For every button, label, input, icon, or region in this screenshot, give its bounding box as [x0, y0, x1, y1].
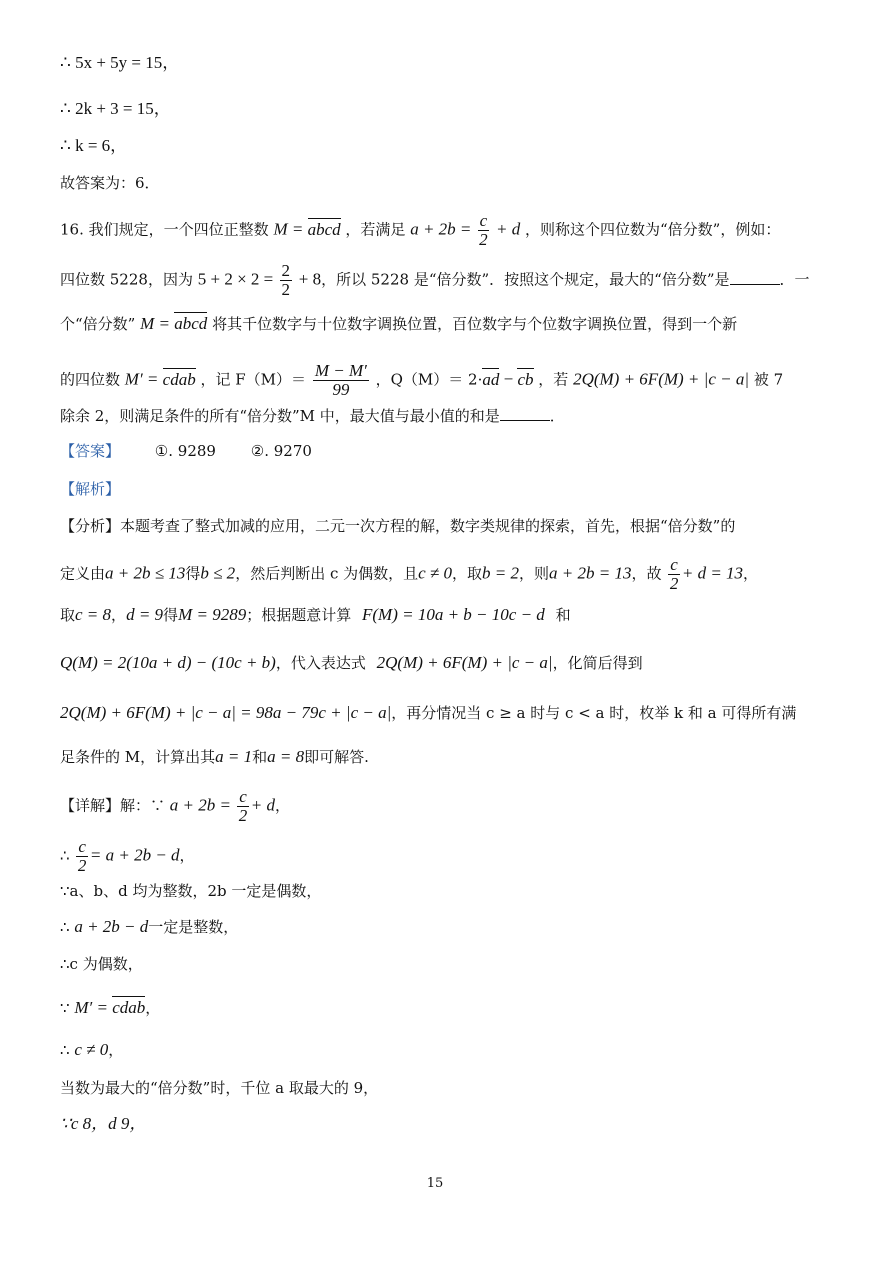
detail-line-6 — [60, 997, 830, 1019]
text: 和 — [252, 748, 268, 766]
text: 将其千位数字与十位数字调换位置，百位数字与个位数字调换位置，得到一个新 — [212, 315, 738, 333]
math: b = 2 — [482, 563, 520, 583]
text: ，若满足 — [345, 220, 406, 239]
text: ∵ — [60, 999, 70, 1017]
text: ，则称这个四位数为“倍分数”，例如： — [525, 220, 781, 239]
text: ， — [145, 999, 161, 1017]
text: ， — [108, 1041, 124, 1059]
math: + 8 — [298, 269, 322, 289]
math: b ≤ 2 — [200, 563, 236, 583]
fraction — [76, 838, 88, 875]
math: Q(M) = 2(10a + d) − (10c + b) — [60, 653, 276, 672]
math: c = 8 — [75, 605, 112, 624]
detail-line-5: ∴c 为偶数， — [60, 955, 143, 973]
analysis-line-4 — [60, 652, 830, 674]
text: 和 — [555, 606, 571, 624]
answer-2: ②. 9270 — [250, 442, 312, 460]
overlined-number: ad — [482, 369, 500, 389]
answer-1: ①. 9289 — [154, 442, 216, 460]
text: ， — [743, 564, 759, 583]
analysis-line-5 — [60, 702, 830, 724]
detail-line-2 — [60, 838, 830, 875]
equation-line: ∴ 2k + 3 = 15， — [60, 99, 171, 118]
question-16-line-2 — [60, 262, 830, 299]
text: ，再分情况当 c ≥ a 时与 c < a 时，枚举 k 和 a 可得所有满 — [391, 704, 797, 722]
text: ，然后判断出 c 为偶数，且 — [235, 564, 419, 583]
answer-tag: 【答案】 — [60, 442, 121, 460]
analysis-tag: 【解析】 — [60, 480, 121, 498]
fraction — [478, 212, 490, 249]
math: M = — [273, 219, 308, 239]
text: ∴ — [60, 846, 70, 865]
math: + d — [495, 219, 521, 239]
analysis-line-2 — [60, 556, 830, 593]
detail-line-4 — [60, 916, 830, 938]
math: a + 2b = 13 — [549, 563, 632, 583]
overlined-number: abcd — [174, 314, 208, 333]
numerator: c — [78, 837, 86, 856]
text: 足条件的 M，计算出其 — [60, 748, 216, 766]
text: ，取 — [452, 564, 483, 583]
text: 即可解答. — [304, 748, 369, 766]
numerator: M − M′ — [314, 361, 367, 380]
math: M = 9289 — [178, 605, 247, 624]
math: M = — [140, 314, 175, 333]
math: a = 1 — [215, 747, 253, 766]
detail-line-3: ∵a、b、d 均为整数，2b 一定是偶数， — [60, 882, 322, 900]
numerator: c — [479, 211, 488, 230]
detail-line-9: ∵c 8，d 9， — [60, 1114, 147, 1133]
detail-line-7 — [60, 1039, 830, 1061]
question-16-line-3 — [60, 313, 830, 335]
text: 定义由 — [60, 564, 106, 583]
fraction — [313, 362, 369, 399]
text: 的四位数 — [60, 370, 121, 389]
overlined-number: abcd — [307, 219, 341, 239]
math: 2Q(M) + 6F(M) + |c − a| — [376, 653, 553, 672]
text: ． — [549, 407, 565, 425]
analysis-line-1: 【分析】本题考查了整式加减的应用，二元一次方程的解，数字类规律的探索，首先，根据“倍分数”的 — [60, 517, 736, 535]
text: ，若 — [538, 370, 569, 389]
question-16-line-4 — [60, 362, 830, 399]
equation-line: ∴ 5x + 5y = 15， — [60, 53, 180, 72]
numerator: c — [239, 787, 247, 806]
text: 得 — [163, 606, 179, 624]
math: c ≠ 0 — [418, 563, 453, 583]
answer-blank — [730, 270, 780, 285]
text: 个“倍分数” — [60, 315, 136, 333]
answer-line: 故答案为：6． — [60, 174, 160, 192]
math: a + 2b = — [169, 795, 236, 815]
math: + d = 13 — [681, 563, 744, 583]
answer-blank — [500, 406, 550, 421]
math: 2Q(M) + 6F(M) + |c − a| = 98a − 79c + |c − a| — [60, 703, 392, 722]
fraction — [237, 788, 249, 825]
text: ．一 — [779, 270, 810, 289]
analysis-line-6 — [60, 746, 830, 768]
denominator: 2 — [479, 230, 488, 249]
numerator: c — [670, 555, 678, 574]
overlined-number: cdab — [112, 998, 146, 1017]
text: ，Q（M）＝ 2· — [375, 370, 483, 389]
math: F(M) = 10a + b − 10c − d — [362, 605, 545, 624]
text: 【详解】解：∵ — [60, 796, 166, 815]
math: c ≠ 0 — [74, 1040, 109, 1059]
question-16-line-5 — [60, 405, 830, 427]
math: − — [499, 369, 518, 389]
math: a + 2b − d — [74, 917, 149, 936]
question-16-line-1 — [60, 212, 830, 249]
detail-line-8: 当数为最大的“倍分数”时，千位 a 取最大的 9， — [60, 1079, 379, 1097]
denominator: 2 — [281, 280, 290, 299]
text: 一定是整数， — [148, 918, 239, 936]
math: M′ = — [124, 369, 163, 389]
denominator: 2 — [669, 574, 679, 593]
page-number: 15 — [426, 1176, 444, 1191]
math: 2Q(M) + 6F(M) + |c − a| — [573, 369, 750, 389]
numerator: 2 — [281, 261, 290, 280]
overlined-number: cb — [517, 369, 534, 389]
text: 四位数 5228，因为 — [60, 270, 193, 289]
text: 取 — [60, 606, 76, 624]
denominator: 2 — [77, 856, 87, 875]
denominator: 99 — [332, 380, 350, 399]
question-number: 16. — [60, 220, 84, 239]
text: ，所以 5228 是“倍分数”．按照这个规定，最大的“倍分数”是 — [321, 270, 730, 289]
text: 除余 2，则满足条件的所有“倍分数”M 中，最大值与最小值的和是 — [60, 407, 500, 425]
analysis-line-3 — [60, 604, 830, 626]
math: a = 8 — [267, 747, 305, 766]
text: ∴ — [60, 1041, 70, 1059]
math: a + 2b ≤ 13 — [105, 563, 186, 583]
text: ，化简后得到 — [552, 654, 643, 672]
detail-line-1 — [60, 788, 830, 825]
text: ， — [179, 846, 195, 865]
text: ，记 F（M）＝ — [200, 370, 307, 389]
text: 被 7 — [753, 370, 784, 389]
math: 5 + 2 × 2 = — [197, 269, 278, 289]
overlined-number: cdab — [162, 369, 196, 389]
math: a + 2b = — [410, 219, 476, 239]
text: ；根据题意计算 — [246, 606, 352, 624]
text: ∴ — [60, 918, 70, 936]
text: 我们规定，一个四位正整数 — [88, 220, 269, 239]
text: ，代入表达式 — [275, 654, 366, 672]
math: = a + 2b − d — [89, 845, 180, 865]
fraction — [280, 262, 293, 299]
math: + d — [250, 795, 276, 815]
math: d = 9 — [126, 605, 164, 624]
equation-line: ∴ k = 6， — [60, 136, 128, 155]
answer-row — [60, 440, 830, 462]
fraction — [668, 556, 680, 593]
text: ， — [275, 796, 291, 815]
text: ，则 — [519, 564, 550, 583]
math: M′ = — [74, 998, 113, 1017]
text: 得 — [185, 564, 201, 583]
text: ，故 — [631, 564, 662, 583]
denominator: 2 — [238, 806, 248, 825]
text: ， — [111, 606, 127, 624]
